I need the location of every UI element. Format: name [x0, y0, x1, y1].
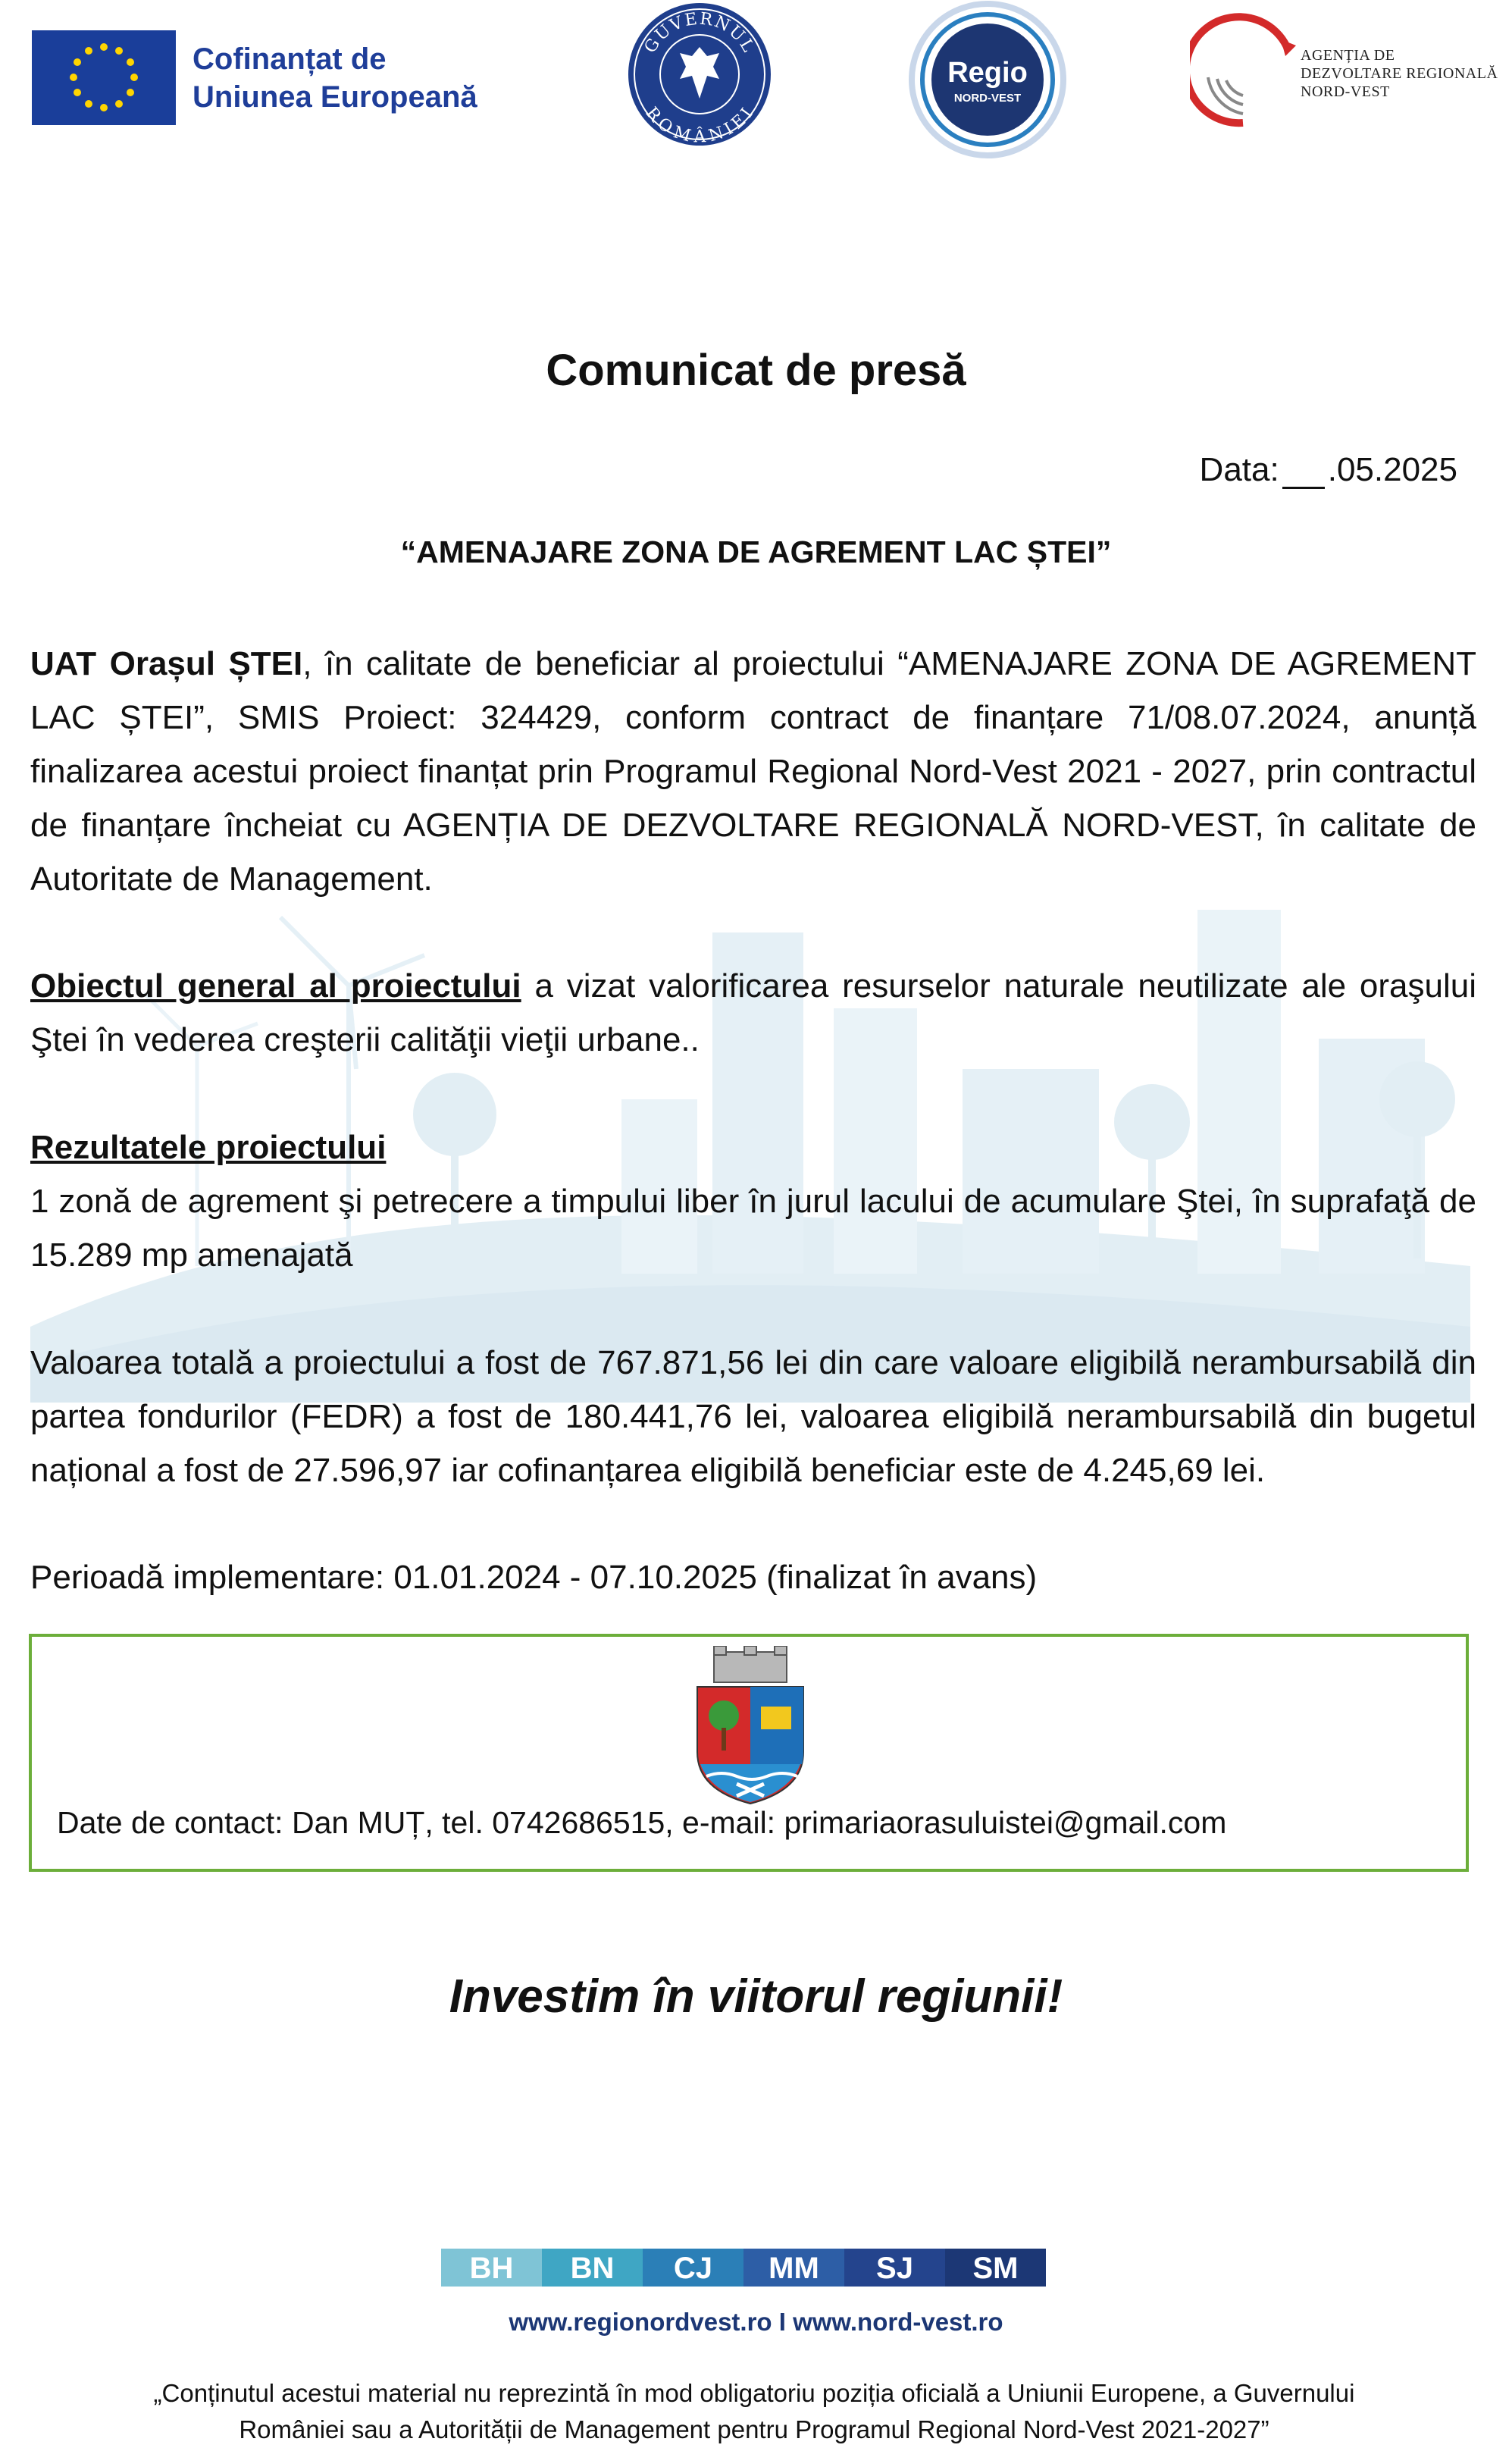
adr-line2: DEZVOLTARE REGIONALĂ [1301, 65, 1498, 82]
disclaimer [114, 2375, 1395, 2448]
eu-cofinancing-logo [32, 30, 477, 125]
gov-seal-bottom-text: ROMÂNIEI [641, 103, 758, 147]
intro-text: , în calitate de beneficiar al proiectului “AMENAJARE ZONA DE AGREMENT LAC ȘTEI”, SMIS Proiect: 324429, conform contract de finanțare 71/08.07.2024, anunță finalizarea acestui proiect finanțat prin Programul Regional Nord-Vest 2021 - 2027, prin contractul de finanțare încheiat cu AGENȚIA DE DEZVOLTARE REGIONALĂ NORD-VEST, în calitate de Autoritate de Management. [30, 645, 1476, 898]
romanian-government-seal [625, 0, 774, 149]
website-links[interactable]: www.regionordvest.ro I www.nord-vest.ro [509, 2308, 1003, 2336]
disclaimer-line1: „Conținutul acestui material nu reprezintă în mod obligatoriu poziția oficială a Uniunii Europene, a Guvernului [153, 2379, 1355, 2407]
gov-seal-top-text: GUVERNUL [640, 9, 759, 57]
contact-box [29, 1634, 1469, 1872]
project-title: “AMENAJARE ZONA DE AGREMENT LAC ȘTEI” [400, 534, 1112, 569]
adr-line1: AGENȚIA DE [1301, 47, 1395, 64]
objective-paragraph [30, 959, 1476, 1067]
results-heading: Rezultatele proiectului [30, 1129, 387, 1166]
adr-line3: NORD-VEST [1301, 83, 1390, 100]
header-logos [0, 0, 1512, 167]
adr-nord-vest-logo [1190, 9, 1498, 138]
intro-paragraph [30, 637, 1476, 906]
date-suffix: .05.2025 [1327, 451, 1457, 488]
county-cj: CJ [643, 2249, 743, 2287]
eu-logo-line1: Cofinanțat de [193, 42, 387, 76]
stei-coat-of-arms-icon [691, 1646, 809, 1805]
eu-logo-line2: Uniunea Europeană [193, 80, 477, 114]
adr-swirl-icon [1190, 9, 1296, 138]
objective-text: a vizat valorificarea resurselor naturale neutilizate ale oraşului Ştei în vederea creşterii calităţii vieţii urbane.. [30, 967, 1477, 1058]
beneficiary-name: UAT Orașul ȘTEI [30, 645, 303, 682]
slogan: Investim în viitorul regiunii! [449, 1970, 1063, 2023]
date-line [1200, 451, 1457, 489]
county-bar [441, 2249, 1046, 2287]
county-mm: MM [743, 2249, 844, 2287]
regio-nord-vest-logo [908, 0, 1067, 159]
contact-details: Date de contact: Dan MUȚ, tel. 0742686515, e-mail: primariaorasuluistei@gmail.com [57, 1805, 1227, 1840]
implementation-period: Perioadă implementare: 01.01.2024 - 07.10.2025 (finalizat în avans) [30, 1559, 1038, 1596]
results-paragraph [30, 1121, 1476, 1282]
eu-flag-icon [32, 30, 176, 125]
county-bn: BN [542, 2249, 643, 2287]
county-sm: SM [945, 2249, 1046, 2287]
page-title: Comunicat de presă [546, 346, 966, 395]
disclaimer-line2: României sau a Autorității de Management pentru Programul Regional Nord-Vest 2021-2027” [239, 2415, 1269, 2443]
date-prefix: Data: [1199, 451, 1279, 488]
value-paragraph: Valoarea totală a proiectului a fost de 767.871,56 lei din care valoare eligibilă nerambursabilă din partea fondurilor (FEDR) a fost de 180.441,76 lei, valoarea eligibilă nerambursabilă din bugetul național a fost de 27.596,97 iar cofinanțarea eligibilă beneficiar este de 4.245,69 lei. [30, 1344, 1476, 1489]
regio-logo-sub: NORD-VEST [953, 92, 1022, 105]
county-sj: SJ [844, 2249, 945, 2287]
county-bh: BH [441, 2249, 542, 2287]
regio-logo-main: Regio [947, 57, 1028, 89]
date-blank [1282, 456, 1325, 489]
objective-heading: Obiectul general al proiectului [30, 967, 521, 1005]
results-text: 1 zonă de agrement şi petrecere a timpului liber în jurul lacului de acumulare Ştei, în suprafaţă de 15.289 mp amenajată [30, 1183, 1476, 1274]
